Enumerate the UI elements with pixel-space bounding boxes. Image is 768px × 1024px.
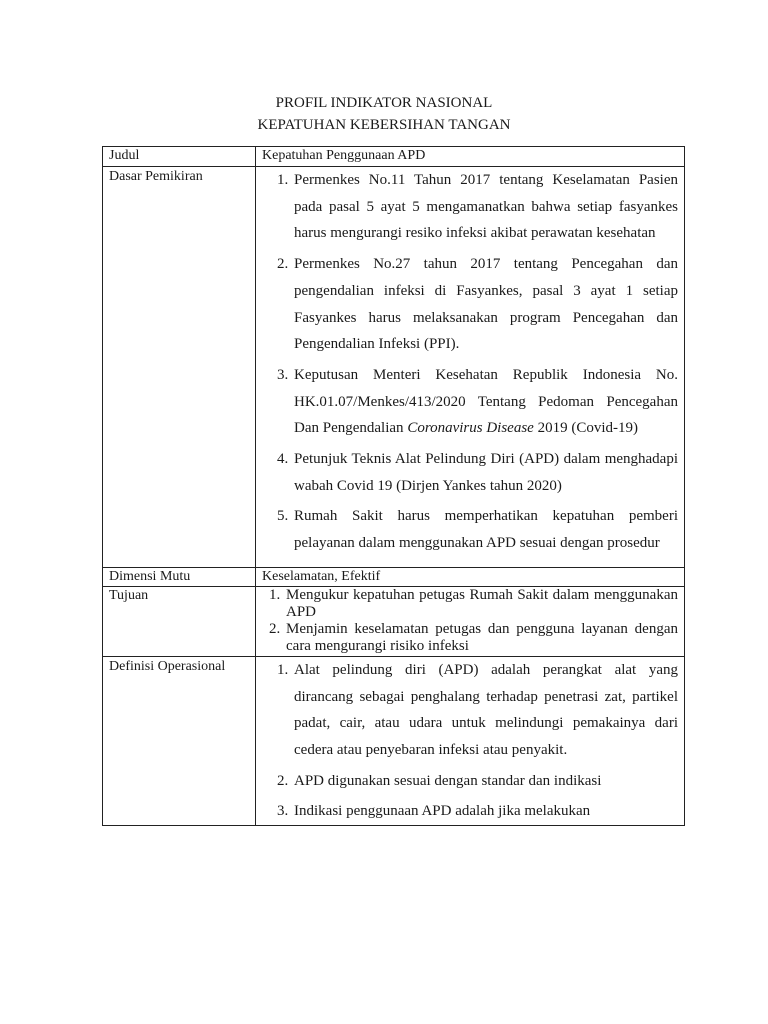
row-value-dimensi-mutu: Keselamatan, Efektif <box>256 567 685 586</box>
list-item <box>292 362 678 442</box>
row-label-definisi-operasional: Definisi Operasional <box>103 656 256 825</box>
row-label-dasar-pemikiran: Dasar Pemikiran <box>103 167 256 568</box>
indicator-profile-table <box>102 146 685 826</box>
list-item-text: Keputusan Menteri Kesehatan Republik Indonesia No. HK.01.07/Menkes/413/2020 Tentang Pedoman Pencegahan Dan Pengendalian <box>294 366 678 437</box>
row-value-judul: Kepatuhan Penggunaan APD <box>256 147 685 167</box>
table-row-definisi-operasional <box>103 656 685 825</box>
list-item: 2. Menjamin keselamatan petugas dan pengguna layanan dengan cara mengurangi risiko infeksi <box>284 621 678 655</box>
row-label-judul: Judul <box>103 147 256 167</box>
list-item-italic-text: Coronavirus Disease <box>407 420 534 437</box>
dasar-pemikiran-list <box>262 167 678 557</box>
table-row-dasar-pemikiran <box>103 167 685 568</box>
definisi-operasional-list <box>262 657 678 825</box>
table-row-tujuan <box>103 586 685 656</box>
row-label-dimensi-mutu: Dimensi Mutu <box>103 567 256 586</box>
document-title <box>0 92 768 136</box>
title-line-2: KEPATUHAN KEBERSIHAN TANGAN <box>257 117 511 133</box>
title-line-1: PROFIL INDIKATOR NASIONAL <box>275 95 493 111</box>
list-item: 1. Permenkes No.11 Tahun 2017 tentang Keselamatan Pasien pada pasal 5 ayat 5 mengamanatkan bahwa setiap fasyankes harus mengurangi resiko infeksi akibat perawatan kesehatan <box>292 167 678 247</box>
list-item: 3. Indikasi penggunaan APD adalah jika melakukan <box>292 798 678 825</box>
list-item: 5. Rumah Sakit harus memperhatikan kepatuhan pemberi pelayanan dalam menggunakan APD sesuai dengan prosedur <box>292 503 678 556</box>
list-item: 1. Alat pelindung diri (APD) adalah perangkat alat yang dirancang sebagai penghalang terhadap penetrasi zat, partikel padat, cair, atau udara untuk melindungi pemakainya dari cedera atau penyebaran infeksi atau penyakit. <box>292 657 678 764</box>
list-item: 2. APD digunakan sesuai dengan standar dan indikasi <box>292 768 678 795</box>
list-item: 2. Permenkes No.27 tahun 2017 tentang Pencegahan dan pengendalian infeksi di Fasyankes, pasal 3 ayat 1 setiap Fasyankes harus melaksanakan program Pencegahan dan Pengendalian Infeksi (PPI). <box>292 251 678 358</box>
table-row-judul <box>103 147 685 167</box>
list-item: 1. Mengukur kepatuhan petugas Rumah Sakit dalam menggunakan APD <box>284 587 678 621</box>
list-item-text: 2019 (Covid-19) <box>533 420 639 437</box>
tujuan-list <box>262 587 678 655</box>
table-row-dimensi-mutu <box>103 567 685 586</box>
list-item: 4. Petunjuk Teknis Alat Pelindung Diri (APD) dalam menghadapi wabah Covid 19 (Dirjen Yankes tahun 2020) <box>292 446 678 499</box>
row-label-tujuan: Tujuan <box>103 586 256 656</box>
